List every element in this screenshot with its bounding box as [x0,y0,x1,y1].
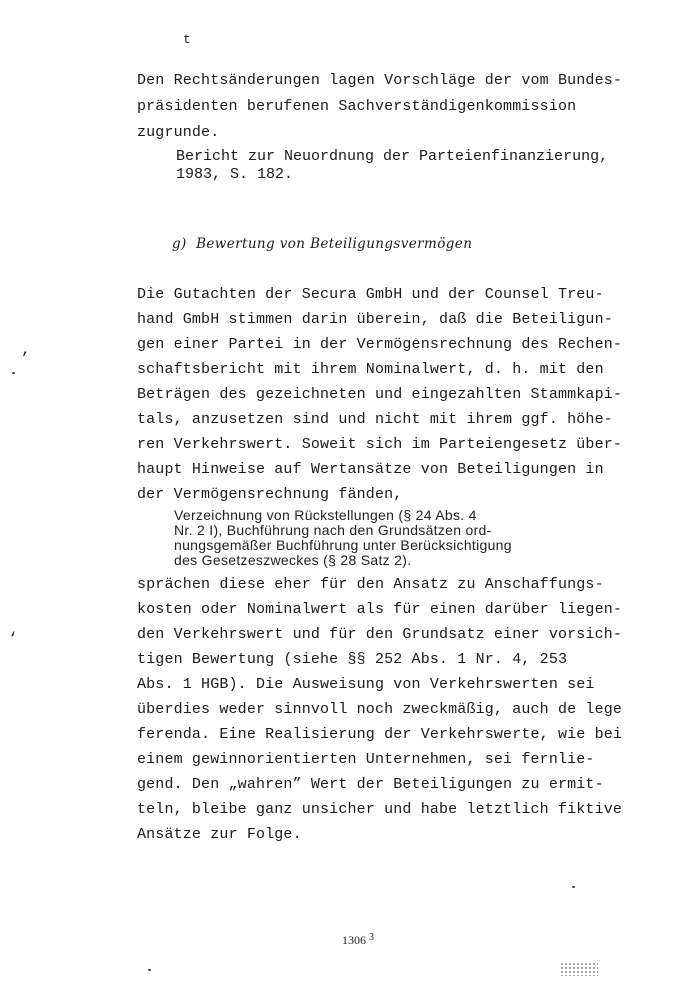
body-line: gen einer Partei in der Vermögensrechnung des Rechen- [137,336,623,353]
body-line: Ansätze zur Folge. [137,826,302,843]
scan-speck [12,372,15,374]
scan-speck [572,886,575,888]
body-line: Beträgen des gezeichneten und eingezahlten Stammkapi- [137,386,623,403]
body-line: kosten oder Nominalwert als für einen darüber liegen- [137,601,623,618]
body-line: der Vermögensrechnung fänden, [137,486,403,503]
body-line: ferenda. Eine Realisierung der Verkehrswerte, wie bei [137,726,623,743]
quote-line: nungsgemäßer Buchführung unter Berücksichtigung [174,537,512,553]
section-heading: g) Bewertung von Beteiligungsvermögen [172,236,473,252]
quote-line: Nr. 2 I), Buchführung nach den Grundsätzen ord- [174,522,492,538]
body-line: einem gewinnorientierten Unternehmen, sei fernlie- [137,751,595,768]
left-margin-mark: ’ [20,350,30,368]
body-line: den Verkehrswert und für den Grundsatz einer vorsich- [137,626,623,643]
intro-line-2: präsidenten berufenen Sachverständigenkommission [137,98,577,115]
quote-line: Verzeichnung von Rückstellungen (§ 24 Abs. 4 [174,507,477,523]
body-line: ren Verkehrswert. Soweit sich im Parteiengesetz über- [137,436,623,453]
body-line: tigen Bewertung (siehe §§ 252 Abs. 1 Nr. 4, 253 [137,651,568,668]
body-line: gend. Den „wahren” Wert der Beteiligungen zu ermit- [137,776,604,793]
left-margin-mark-lower: ‘ [8,630,18,648]
body-line: sprächen diese eher für den Ansatz zu Anschaffungs- [137,576,604,593]
body-line: haupt Hinweise auf Wertansätze von Beteiligungen in [137,461,604,478]
scan-noise [560,962,598,976]
body-line: teln, bleibe ganz unsicher und habe letztlich fiktive [137,801,623,818]
body-line: schaftsbericht mit ihrem Nominalwert, d. h. mit den [137,361,604,378]
body-line: Die Gutachten der Secura GmbH und der Counsel Treu- [137,286,604,303]
scan-speck [148,969,151,971]
body-line: tals, anzusetzen sind und nicht mit ihrem ggf. höhe- [137,411,613,428]
body-line: überdies weder sinnvoll noch zweckmäßig, auch de lege [137,701,623,718]
quote-line: des Gesetzeszweckes (§ 28 Satz 2). [174,552,412,568]
page-number: 1306 $^3$ [342,932,374,947]
body-line: Abs. 1 HGB). Die Ausweisung von Verkehrswerten sei [137,676,595,693]
intro-line-3: zugrunde. [137,124,220,141]
intro-line-1: Den Rechtsänderungen lagen Vorschläge der vom Bundes- [137,72,623,89]
citation-line-2: 1983, S. 182. [176,166,294,183]
body-line: hand GmbH stimmen darin überein, daß die Beteiligun- [137,311,613,328]
citation-line-1: Bericht zur Neuordnung der Parteienfinanzierung, [176,148,609,165]
top-margin-mark: t [183,32,191,47]
